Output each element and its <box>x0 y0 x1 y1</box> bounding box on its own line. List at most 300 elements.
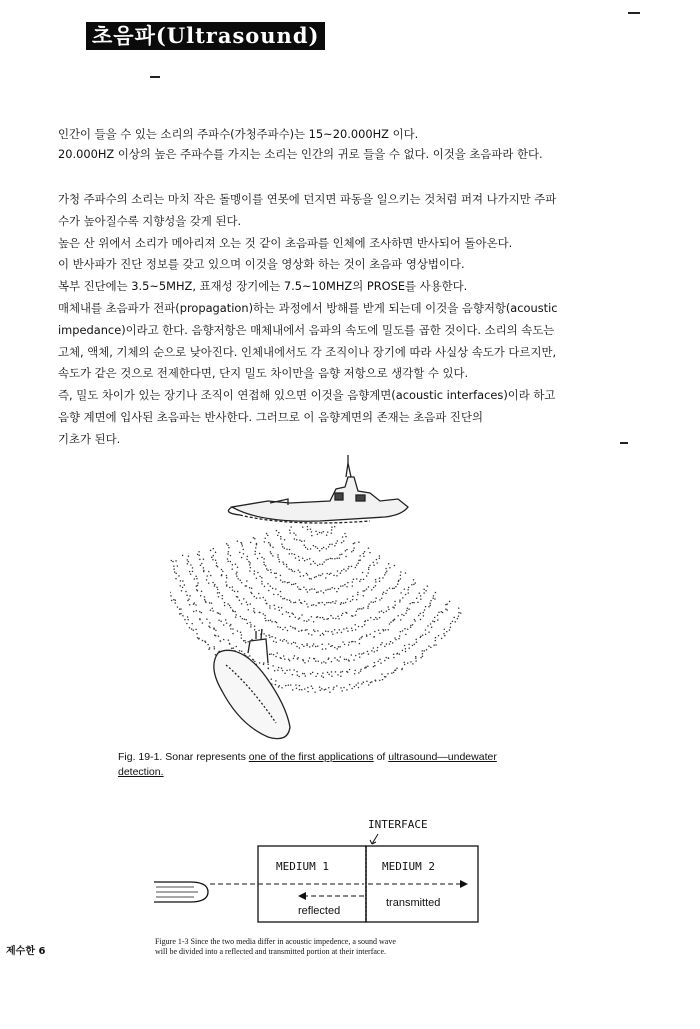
beam-dot <box>293 583 295 585</box>
beam-dot <box>194 602 196 604</box>
beam-dot <box>237 540 239 542</box>
beam-dot <box>364 621 366 623</box>
beam-dot <box>334 526 336 528</box>
beam-dot <box>392 620 394 622</box>
beam-dot <box>297 658 299 660</box>
beam-dot <box>208 571 210 573</box>
beam-dot <box>293 532 295 534</box>
beam-dot <box>372 562 374 564</box>
beam-dot <box>443 633 445 635</box>
beam-dot <box>382 577 384 579</box>
beam-dot <box>417 601 419 603</box>
beam-dot <box>335 542 337 544</box>
beam-dot <box>262 597 264 599</box>
beam-dot <box>253 573 255 575</box>
beam-dot <box>347 568 349 570</box>
beam-dot <box>281 607 283 609</box>
beam-dot <box>254 629 256 631</box>
beam-dot <box>323 661 325 663</box>
beam-dot <box>215 552 217 554</box>
beam-dot <box>175 578 177 580</box>
beam-dot <box>430 623 432 625</box>
text-line: 기초가 된다. <box>58 431 121 446</box>
beam-dot <box>360 579 362 581</box>
beam-dot <box>256 544 258 546</box>
beam-dot <box>173 599 175 601</box>
beam-dot <box>282 640 284 642</box>
beam-dot <box>256 597 258 599</box>
beam-dot <box>206 575 208 577</box>
beam-dot <box>303 620 305 622</box>
beam-dot <box>218 596 220 598</box>
beam-dot <box>222 571 224 573</box>
beam-dot <box>325 648 327 650</box>
beam-dot <box>376 618 378 620</box>
beam-dot <box>269 654 271 656</box>
beam-dot <box>304 688 306 690</box>
beam-dot <box>317 547 319 549</box>
beam-dot <box>412 602 414 604</box>
beam-dot <box>248 561 250 563</box>
beam-dot <box>400 592 402 594</box>
beam-dot <box>326 548 328 550</box>
beam-dot <box>420 619 422 621</box>
beam-dot <box>270 551 272 553</box>
beam-dot <box>232 609 234 611</box>
beam-dot <box>214 648 216 650</box>
beam-dot <box>444 628 446 630</box>
beam-dot <box>394 670 396 672</box>
beam-dot <box>174 602 176 604</box>
beam-dot <box>178 575 180 577</box>
beam-dot <box>287 630 289 632</box>
beam-dot <box>229 625 231 627</box>
beam-dot <box>353 543 355 545</box>
beam-dot <box>172 561 174 563</box>
beam-dot <box>415 639 417 641</box>
beam-dot <box>320 634 322 636</box>
beam-dot <box>340 671 342 673</box>
beam-dot <box>397 583 399 585</box>
beam-dot <box>341 542 343 544</box>
beam-dot <box>314 691 316 693</box>
beam-dot <box>226 543 228 545</box>
beam-dot <box>306 620 308 622</box>
beam-dot <box>247 623 249 625</box>
beam-dot <box>319 550 321 552</box>
beam-dot <box>229 587 231 589</box>
beam-dot <box>353 659 355 661</box>
beam-dot <box>450 627 452 629</box>
beam-dot <box>335 671 337 673</box>
beam-dot <box>274 608 276 610</box>
beam-dot <box>353 550 355 552</box>
beam-dot <box>327 559 329 561</box>
beam-dot <box>341 632 343 634</box>
beam-dot <box>441 611 443 613</box>
beam-dot <box>405 612 407 614</box>
beam-dot <box>234 611 236 613</box>
beam-dot <box>298 588 300 590</box>
beam-dot <box>379 611 381 613</box>
beam-dot <box>266 533 268 535</box>
interface-diagram <box>150 810 490 935</box>
beam-dot <box>325 630 327 632</box>
beam-dot <box>256 578 258 580</box>
beam-dot <box>431 626 433 628</box>
beam-dot <box>328 674 330 676</box>
beam-dot <box>341 615 343 617</box>
beam-dot <box>202 622 204 624</box>
beam-dot <box>195 604 197 606</box>
beam-dot <box>408 644 410 646</box>
beam-dot <box>227 558 229 560</box>
beam-dot <box>203 567 205 569</box>
beam-dot <box>268 590 270 592</box>
beam-dot <box>367 620 369 622</box>
beam-dot <box>375 617 377 619</box>
beam-dot <box>264 586 266 588</box>
beam-dot <box>319 563 321 565</box>
beam-dot <box>424 650 426 652</box>
beam-dot <box>262 613 264 615</box>
beam-dot <box>355 567 357 569</box>
beam-dot <box>247 641 249 643</box>
beam-dot <box>363 607 365 609</box>
beam-dot <box>329 588 331 590</box>
beam-dot <box>323 561 325 563</box>
beam-dot <box>364 624 366 626</box>
beam-dot <box>249 622 251 624</box>
beam-dot <box>363 579 365 581</box>
beam-dot <box>271 621 273 623</box>
beam-dot <box>351 566 353 568</box>
beam-dot <box>275 577 277 579</box>
beam-dot <box>352 581 354 583</box>
beam-dot <box>339 557 341 559</box>
beam-dot <box>324 689 326 691</box>
beam-dot <box>432 620 434 622</box>
beam-dot <box>254 661 256 663</box>
beam-dot <box>207 644 209 646</box>
beam-dot <box>348 566 350 568</box>
beam-dot <box>449 601 451 603</box>
beam-dot <box>261 583 263 585</box>
beam-dot <box>272 665 274 667</box>
beam-dot <box>280 538 282 540</box>
beam-dot <box>296 539 298 541</box>
beam-dot <box>351 654 353 656</box>
beam-dot <box>228 547 230 549</box>
beam-dot <box>331 631 333 633</box>
beam-dot <box>259 576 261 578</box>
beam-dot <box>263 562 265 564</box>
beam-dot <box>199 559 201 561</box>
beam-dot <box>408 587 410 589</box>
beam-dot <box>385 572 387 574</box>
beam-dot <box>306 559 308 561</box>
beam-dot <box>291 643 293 645</box>
beam-dot <box>418 615 420 617</box>
beam-dot <box>213 548 215 550</box>
beam-dot <box>367 651 369 653</box>
beam-dot <box>284 581 286 583</box>
beam-dot <box>170 592 171 594</box>
beam-dot <box>299 617 301 619</box>
caption-text: of <box>373 751 389 763</box>
beam-dot <box>354 624 356 626</box>
beam-dot <box>254 570 256 572</box>
beam-dot <box>280 591 282 593</box>
beam-dot <box>294 571 296 573</box>
beam-dot <box>341 570 343 572</box>
beam-dot <box>358 541 360 543</box>
beam-dot <box>357 608 359 610</box>
beam-dot <box>450 623 452 625</box>
beam-dot <box>343 628 345 630</box>
beam-dot <box>373 666 375 668</box>
beam-dot <box>422 634 424 636</box>
beam-dot <box>221 569 223 571</box>
beam-dot <box>236 575 238 577</box>
beam-dot <box>284 539 286 541</box>
beam-dot <box>208 625 210 627</box>
beam-dot <box>184 619 186 621</box>
beam-dot <box>325 688 327 690</box>
beam-dot <box>275 684 277 686</box>
beam-dot <box>259 662 261 664</box>
beam-dot <box>271 636 273 638</box>
beam-dot <box>275 642 277 644</box>
beam-dot <box>357 682 359 684</box>
beam-dot <box>274 572 276 574</box>
beam-dot <box>376 650 378 652</box>
beam-dot <box>242 549 244 551</box>
beam-dot <box>425 629 427 631</box>
beam-dot <box>336 557 338 559</box>
beam-dot <box>257 558 259 560</box>
beam-dot <box>337 659 339 661</box>
beam-dot <box>309 657 311 659</box>
beam-dot <box>413 584 415 586</box>
beam-dot <box>405 648 407 650</box>
text-line: 속도가 같은 것으로 전제한다면, 단지 밀도 차이만을 음향 저항으로 생각할 수 있다. <box>58 366 469 381</box>
beam-dot <box>255 547 257 549</box>
beam-dot <box>258 593 260 595</box>
beam-dot <box>281 667 283 669</box>
beam-dot <box>293 658 295 660</box>
beam-dot <box>432 597 434 599</box>
beam-dot <box>338 588 340 590</box>
beam-dot <box>194 578 196 580</box>
beam-dot <box>341 554 343 556</box>
beam-dot <box>293 642 295 644</box>
beam-dot <box>187 563 189 565</box>
beam-dot <box>323 634 325 636</box>
beam-dot <box>208 649 210 651</box>
beam-dot <box>245 585 247 587</box>
beam-dot <box>276 530 278 532</box>
beam-dot <box>340 585 342 587</box>
beam-dot <box>280 627 282 629</box>
beam-dot <box>409 603 411 605</box>
beam-dot <box>429 602 431 604</box>
beam-dot <box>219 592 221 594</box>
beam-dot <box>275 588 277 590</box>
beam-dot <box>331 645 333 647</box>
beam-dot <box>343 568 345 570</box>
beam-dot <box>336 648 338 650</box>
medium-2-label: MEDIUM 2 <box>382 860 435 873</box>
beam-dot <box>299 647 301 649</box>
beam-dot <box>291 569 293 571</box>
beam-dot <box>364 590 366 592</box>
beam-dot <box>327 658 329 660</box>
beam-dot <box>290 526 292 528</box>
beam-dot <box>289 549 291 551</box>
beam-dot <box>305 629 307 631</box>
beam-dot <box>374 679 376 681</box>
beam-dot <box>315 676 317 678</box>
beam-dot <box>210 575 212 577</box>
beam-dot <box>445 608 447 610</box>
beam-dot <box>419 592 421 594</box>
beam-dot <box>326 602 328 604</box>
beam-dot <box>368 569 370 571</box>
beam-dot <box>299 539 301 541</box>
beam-dot <box>328 602 330 604</box>
beam-dot <box>330 615 332 617</box>
beam-dot <box>241 603 243 605</box>
beam-dot <box>299 571 301 573</box>
beam-dot <box>331 526 333 528</box>
beam-dot <box>362 572 364 574</box>
beam-dot <box>394 637 396 639</box>
beam-dot <box>384 676 386 678</box>
beam-dot <box>379 680 381 682</box>
beam-dot <box>413 579 415 581</box>
beam-dot <box>325 577 327 579</box>
beam-dot <box>279 561 281 563</box>
beam-dot <box>272 588 274 590</box>
beam-dot <box>304 673 306 675</box>
beam-dot <box>370 601 372 603</box>
beam-dot <box>302 526 304 528</box>
beam-dot <box>300 589 302 591</box>
beam-dot <box>342 585 344 587</box>
beam-dot <box>313 621 315 623</box>
beam-dot <box>295 642 297 644</box>
beam-dot <box>217 592 219 594</box>
beam-dot <box>304 540 306 542</box>
beam-dot <box>254 538 256 540</box>
beam-dot <box>323 531 325 533</box>
beam-dot <box>222 598 224 600</box>
beam-dot <box>400 578 402 580</box>
beam-dot <box>392 588 394 590</box>
beam-dot <box>385 593 387 595</box>
beam-dot <box>430 647 432 649</box>
beam-dot <box>313 658 315 660</box>
beam-dot <box>458 612 460 614</box>
beam-dot <box>333 686 335 688</box>
beam-dot <box>338 618 340 620</box>
beam-dot <box>263 664 265 666</box>
ship-drawing <box>228 455 408 523</box>
beam-dot <box>354 670 356 672</box>
beam-dot <box>336 632 338 634</box>
beam-dot <box>295 534 297 536</box>
beam-dot <box>381 597 383 599</box>
beam-dot <box>213 627 215 629</box>
beam-dot <box>220 621 222 623</box>
beam-dot <box>186 623 188 625</box>
beam-dot <box>391 672 393 674</box>
beam-dot <box>337 570 339 572</box>
beam-dot <box>187 619 189 621</box>
beam-dot <box>237 630 239 632</box>
beam-dot <box>442 612 444 614</box>
beam-dot <box>248 609 250 611</box>
beam-dot <box>446 609 448 611</box>
beam-dot <box>254 596 256 598</box>
beam-dot <box>332 617 334 619</box>
beam-dot <box>377 660 379 662</box>
beam-dot <box>268 634 270 636</box>
beam-dot <box>340 687 342 689</box>
beam-dot <box>295 583 297 585</box>
beam-dot <box>422 655 424 657</box>
beam-dot <box>311 604 313 606</box>
beam-dot <box>368 586 370 588</box>
beam-dot <box>197 585 199 587</box>
beam-dot <box>356 684 358 686</box>
beam-dot <box>315 605 317 607</box>
beam-dot <box>383 591 385 593</box>
beam-dot <box>227 544 229 546</box>
beam-dot <box>290 684 292 686</box>
beam-dot <box>336 685 338 687</box>
beam-dot <box>261 557 263 559</box>
beam-dot <box>303 587 305 589</box>
beam-dot <box>305 547 307 549</box>
beam-dot <box>270 553 272 555</box>
beam-dot <box>252 659 254 661</box>
beam-dot <box>277 535 279 537</box>
beam-dot <box>270 545 272 547</box>
beam-dot <box>215 630 217 632</box>
beam-dot <box>373 564 375 566</box>
beam-dot <box>386 643 388 645</box>
beam-dot <box>223 639 225 641</box>
beam-dot <box>180 608 182 610</box>
page-title: 초음파(Ultrasound) <box>86 22 325 50</box>
beam-dot <box>428 606 430 608</box>
beam-dot <box>241 543 243 545</box>
beam-dot <box>226 622 228 624</box>
beam-dot <box>170 595 172 597</box>
beam-dot <box>359 581 361 583</box>
beam-dot <box>359 656 361 658</box>
figure-caption <box>155 937 555 957</box>
beam-dot <box>246 559 248 561</box>
beam-dot <box>216 565 218 567</box>
beam-dot <box>366 635 368 637</box>
beam-dot <box>346 671 348 673</box>
beam-dot <box>398 638 400 640</box>
beam-dot <box>222 595 224 597</box>
beam-dot <box>359 559 361 561</box>
